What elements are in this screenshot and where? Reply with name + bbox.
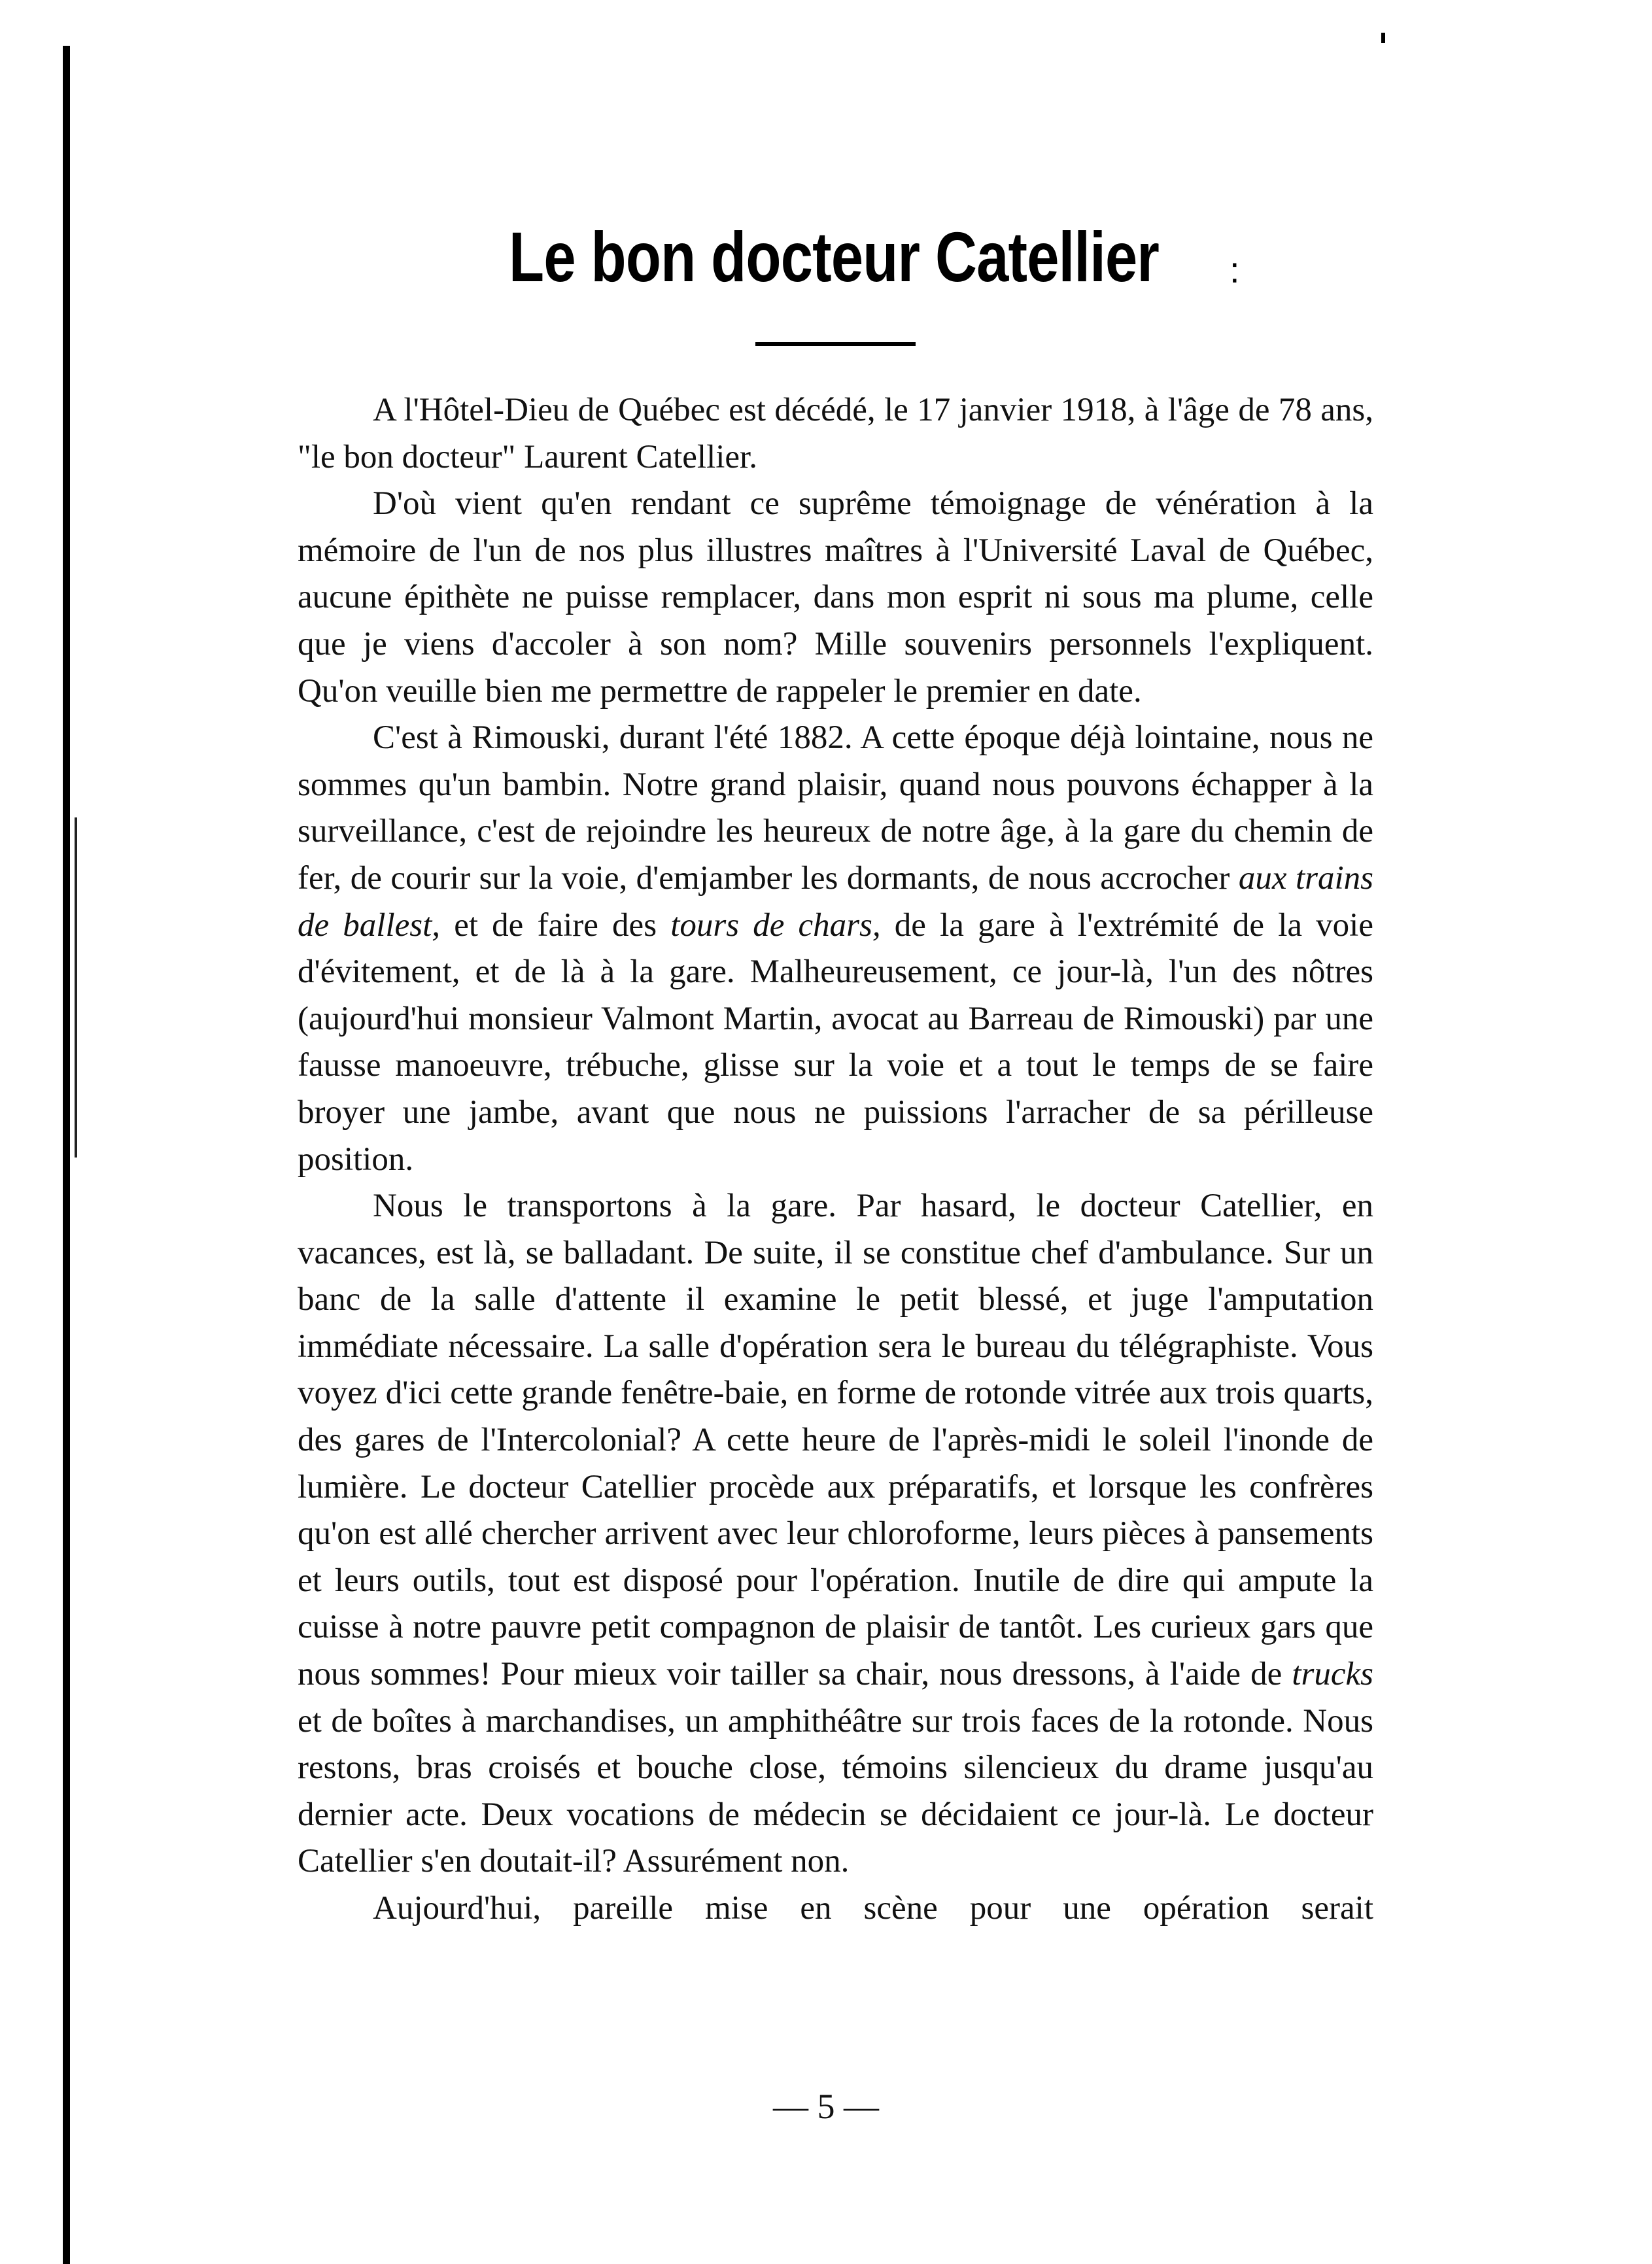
italic-text: trucks	[1292, 1656, 1373, 1693]
paragraph	[298, 1885, 1373, 1932]
paragraph	[298, 481, 1373, 715]
title-mark: :	[1230, 249, 1240, 290]
article-body	[298, 387, 1373, 1932]
paragraph	[298, 715, 1373, 1183]
paragraph-text: et de faire des	[440, 906, 671, 944]
corner-mark	[1381, 33, 1385, 43]
paragraph-text: A l'Hôtel-Dieu de Québec est décédé, le 17 janvier 1918, à l'âge de 78 ans, "le bon docteur" Laurent Catellier.	[298, 392, 1373, 475]
page-number: — 5 —	[773, 2087, 879, 2126]
paragraph-text: et de boîtes à marchandises, un amphithéâtre sur trois faces de la rotonde. Nous restons, bras croisés et bouche close, témoins silencieux du drame jusqu'au dernier acte. Deux vocations de médecin se décidaient ce jour-là. Le docteur Catellier s'en doutait-il? Assurément non.	[298, 1702, 1373, 1880]
paragraph-text: de la gare à l'extrémité de la voie d'évitement, et de là à la gare. Malheureusement, ce jour-là, l'un des nôtres (aujourd'hui monsieur Valmont Martin, avocat au Barreau de Rimouski) par une fausse manoeuvre, trébuche, glisse sur la voie et a tout le temps de se faire broyer une jambe, avant que nous ne puissions l'arracher de sa périlleuse position.	[298, 906, 1373, 1178]
paragraph-text: D'où vient qu'en rendant ce suprême témoignage de vénération à la mémoire de l'un de nos plus illustres maîtres à l'Université Laval de Québec, aucune épithète ne puisse remplacer, dans mon esprit ni sous ma plume, celle que je viens d'accoler à son nom? Mille souvenirs personnels l'expliquent. Qu'on veuille bien me permettre de rappeler le premier en date.	[298, 485, 1373, 710]
page-title: Le bon docteur Catellier	[509, 217, 1160, 296]
title-rule	[755, 342, 916, 346]
paragraph-text: Nous le transportons à la gare. Par hasard, le docteur Catellier, en vacances, est là, se balladant. De suite, il se constitue chef d'ambulance. Sur un banc de la salle d'attente il examine le petit blessé, et juge l'amputation immédiate nécessaire. La salle d'opération sera le bureau du télégraphiste. Vous voyez d'ici cette grande fenêtre-baie, en forme de rotonde vitrée aux trois quarts, des gares de l'Intercolonial? A cette heure de l'après-midi le soleil l'inonde de lumière. Le docteur Catellier procède aux préparatifs, et lorsque les confrères qu'on est allé chercher arrivent avec leur chloroforme, leurs pièces à pansements et leurs outils, tout est disposé pour l'opération. Inutile de dire qui ampute la cuisse à notre pauvre petit compagnon de plaisir de tantôt. Les curieux gars que nous sommes! Pour mieux voir tailler sa chair, nous dressons, à l'aide de	[298, 1188, 1373, 1693]
paragraph	[298, 1183, 1373, 1885]
binding-edge	[63, 46, 70, 2264]
paragraph-text: Aujourd'hui, pareille mise en scène pour une opération serait	[373, 1890, 1373, 1927]
paragraph	[298, 387, 1373, 481]
italic-text: tours de chars,	[670, 906, 881, 944]
paragraph-text: C'est à Rimouski, durant l'été 1882. A cette époque déjà lointaine, nous ne sommes qu'un bambin. Notre grand plaisir, quand nous pouvons échapper à la surveillance, c'est de rejoindre les heureux de notre âge, à la gare du chemin de fer, de courir sur la voie, d'emjamber les dormants, de nous accrocher	[298, 719, 1373, 897]
italic-text: aux trains de ballest,	[298, 859, 1374, 944]
